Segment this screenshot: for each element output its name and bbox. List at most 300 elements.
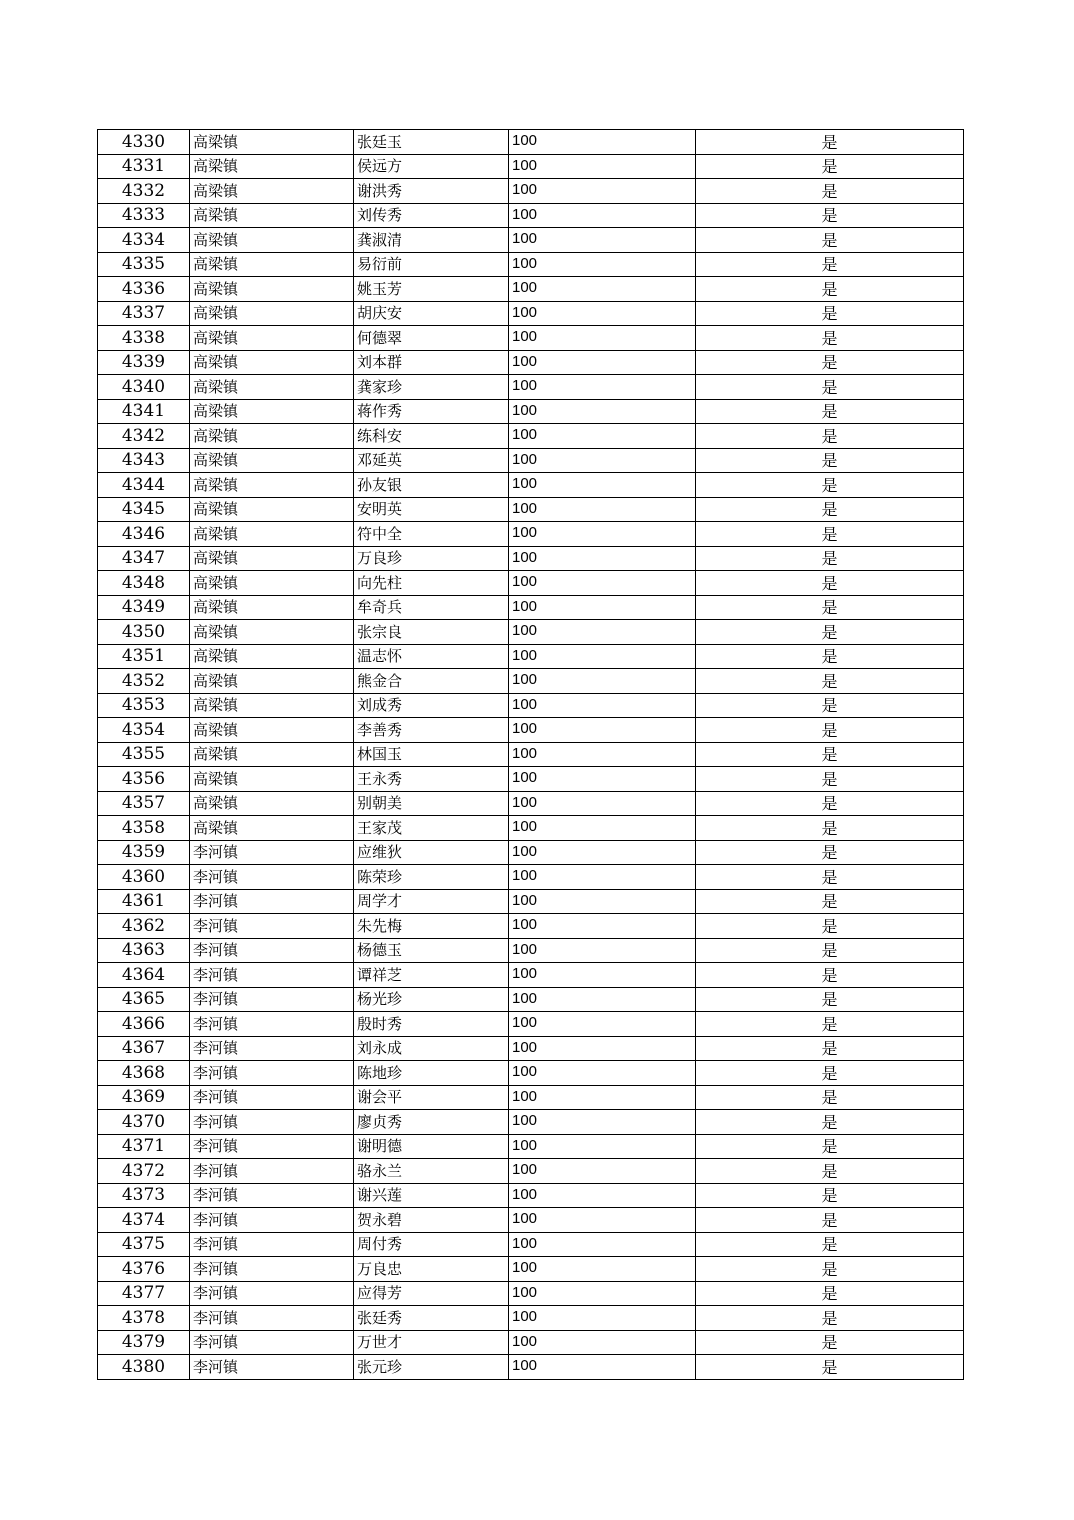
- amount-cell: 100: [509, 1036, 696, 1061]
- row-number: 4375: [98, 1232, 190, 1257]
- amount-cell: 100: [509, 938, 696, 963]
- flag-cell: 是: [696, 963, 964, 988]
- table-row: [98, 301, 964, 326]
- town-cell: 高梁镇: [190, 228, 354, 253]
- town-cell: 高梁镇: [190, 816, 354, 841]
- town-cell: 高梁镇: [190, 791, 354, 816]
- table-row: [98, 791, 964, 816]
- town-cell: 李河镇: [190, 1061, 354, 1086]
- flag-cell: 是: [696, 424, 964, 449]
- row-number: 4352: [98, 669, 190, 694]
- amount-cell: 100: [509, 644, 696, 669]
- table-row: [98, 130, 964, 155]
- flag-cell: 是: [696, 1134, 964, 1159]
- flag-cell: 是: [696, 865, 964, 890]
- name-cell: 杨德玉: [354, 938, 509, 963]
- table-row: [98, 1232, 964, 1257]
- row-number: 4367: [98, 1036, 190, 1061]
- table-row: [98, 546, 964, 571]
- table-row: [98, 375, 964, 400]
- town-cell: 高梁镇: [190, 301, 354, 326]
- row-number: 4360: [98, 865, 190, 890]
- table-row: [98, 938, 964, 963]
- amount-cell: 100: [509, 914, 696, 939]
- name-cell: 陈荣珍: [354, 865, 509, 890]
- row-number: 4348: [98, 571, 190, 596]
- table-row: [98, 473, 964, 498]
- town-cell: 高梁镇: [190, 326, 354, 351]
- name-cell: 邓延英: [354, 448, 509, 473]
- name-cell: 张元珍: [354, 1355, 509, 1380]
- name-cell: 万世才: [354, 1330, 509, 1355]
- flag-cell: 是: [696, 840, 964, 865]
- town-cell: 李河镇: [190, 1306, 354, 1331]
- town-cell: 高梁镇: [190, 571, 354, 596]
- flag-cell: 是: [696, 130, 964, 155]
- town-cell: 高梁镇: [190, 179, 354, 204]
- town-cell: 李河镇: [190, 1134, 354, 1159]
- flag-cell: 是: [696, 1232, 964, 1257]
- flag-cell: 是: [696, 448, 964, 473]
- row-number: 4371: [98, 1134, 190, 1159]
- town-cell: 李河镇: [190, 914, 354, 939]
- name-cell: 刘本群: [354, 350, 509, 375]
- flag-cell: 是: [696, 179, 964, 204]
- town-cell: 高梁镇: [190, 154, 354, 179]
- name-cell: 蒋作秀: [354, 399, 509, 424]
- amount-cell: 100: [509, 473, 696, 498]
- table-row: [98, 1012, 964, 1037]
- row-number: 4377: [98, 1281, 190, 1306]
- town-cell: 高梁镇: [190, 350, 354, 375]
- flag-cell: 是: [696, 546, 964, 571]
- row-number: 4353: [98, 693, 190, 718]
- name-cell: 龚淑清: [354, 228, 509, 253]
- flag-cell: 是: [696, 1159, 964, 1184]
- amount-cell: 100: [509, 987, 696, 1012]
- amount-cell: 100: [509, 203, 696, 228]
- row-number: 4336: [98, 277, 190, 302]
- name-cell: 万良忠: [354, 1257, 509, 1282]
- town-cell: 高梁镇: [190, 130, 354, 155]
- table-row: [98, 620, 964, 645]
- flag-cell: 是: [696, 644, 964, 669]
- town-cell: 高梁镇: [190, 497, 354, 522]
- name-cell: 谢会平: [354, 1085, 509, 1110]
- table-row: [98, 154, 964, 179]
- name-cell: 熊金合: [354, 669, 509, 694]
- name-cell: 王永秀: [354, 767, 509, 792]
- amount-cell: 100: [509, 742, 696, 767]
- town-cell: 李河镇: [190, 1232, 354, 1257]
- name-cell: 殷时秀: [354, 1012, 509, 1037]
- table-row: [98, 1061, 964, 1086]
- row-number: 4338: [98, 326, 190, 351]
- row-number: 4350: [98, 620, 190, 645]
- amount-cell: 100: [509, 154, 696, 179]
- flag-cell: 是: [696, 203, 964, 228]
- flag-cell: 是: [696, 669, 964, 694]
- flag-cell: 是: [696, 1257, 964, 1282]
- flag-cell: 是: [696, 1306, 964, 1331]
- flag-cell: 是: [696, 1036, 964, 1061]
- name-cell: 谢洪秀: [354, 179, 509, 204]
- flag-cell: 是: [696, 326, 964, 351]
- town-cell: 李河镇: [190, 1036, 354, 1061]
- town-cell: 李河镇: [190, 1281, 354, 1306]
- row-number: 4347: [98, 546, 190, 571]
- row-number: 4339: [98, 350, 190, 375]
- amount-cell: 100: [509, 546, 696, 571]
- name-cell: 万良珍: [354, 546, 509, 571]
- name-cell: 杨光珍: [354, 987, 509, 1012]
- amount-cell: 100: [509, 522, 696, 547]
- row-number: 4340: [98, 375, 190, 400]
- name-cell: 林国玉: [354, 742, 509, 767]
- flag-cell: 是: [696, 473, 964, 498]
- table-row: [98, 424, 964, 449]
- flag-cell: 是: [696, 742, 964, 767]
- amount-cell: 100: [509, 1208, 696, 1233]
- amount-cell: 100: [509, 179, 696, 204]
- row-number: 4346: [98, 522, 190, 547]
- name-cell: 朱先梅: [354, 914, 509, 939]
- amount-cell: 100: [509, 399, 696, 424]
- name-cell: 姚玉芳: [354, 277, 509, 302]
- row-number: 4331: [98, 154, 190, 179]
- town-cell: 李河镇: [190, 1208, 354, 1233]
- amount-cell: 100: [509, 840, 696, 865]
- town-cell: 李河镇: [190, 1012, 354, 1037]
- flag-cell: 是: [696, 595, 964, 620]
- row-number: 4362: [98, 914, 190, 939]
- town-cell: 高梁镇: [190, 473, 354, 498]
- name-cell: 应得芳: [354, 1281, 509, 1306]
- town-cell: 高梁镇: [190, 718, 354, 743]
- name-cell: 符中全: [354, 522, 509, 547]
- flag-cell: 是: [696, 1061, 964, 1086]
- row-number: 4361: [98, 889, 190, 914]
- table-row: [98, 522, 964, 547]
- flag-cell: 是: [696, 693, 964, 718]
- flag-cell: 是: [696, 228, 964, 253]
- amount-cell: 100: [509, 1012, 696, 1037]
- row-number: 4378: [98, 1306, 190, 1331]
- amount-cell: 100: [509, 791, 696, 816]
- row-number: 4341: [98, 399, 190, 424]
- flag-cell: 是: [696, 497, 964, 522]
- flag-cell: 是: [696, 914, 964, 939]
- table-row: [98, 179, 964, 204]
- flag-cell: 是: [696, 1085, 964, 1110]
- row-number: 4356: [98, 767, 190, 792]
- table-row: [98, 571, 964, 596]
- flag-cell: 是: [696, 571, 964, 596]
- row-number: 4373: [98, 1183, 190, 1208]
- table-row: [98, 1159, 964, 1184]
- table-row: [98, 497, 964, 522]
- table-row: [98, 840, 964, 865]
- table-row: [98, 277, 964, 302]
- row-number: 4343: [98, 448, 190, 473]
- table-row: [98, 669, 964, 694]
- amount-cell: 100: [509, 350, 696, 375]
- amount-cell: 100: [509, 669, 696, 694]
- name-cell: 张廷秀: [354, 1306, 509, 1331]
- amount-cell: 100: [509, 620, 696, 645]
- row-number: 4354: [98, 718, 190, 743]
- town-cell: 高梁镇: [190, 693, 354, 718]
- row-number: 4330: [98, 130, 190, 155]
- table-row: [98, 1306, 964, 1331]
- table-row: [98, 767, 964, 792]
- name-cell: 贺永碧: [354, 1208, 509, 1233]
- table-row: [98, 448, 964, 473]
- table-row: [98, 1085, 964, 1110]
- amount-cell: 100: [509, 448, 696, 473]
- name-cell: 易衍前: [354, 252, 509, 277]
- name-cell: 应维狄: [354, 840, 509, 865]
- name-cell: 周学才: [354, 889, 509, 914]
- town-cell: 李河镇: [190, 987, 354, 1012]
- table-row: [98, 1257, 964, 1282]
- town-cell: 高梁镇: [190, 399, 354, 424]
- table-row: [98, 399, 964, 424]
- row-number: 4370: [98, 1110, 190, 1135]
- flag-cell: 是: [696, 522, 964, 547]
- name-cell: 骆永兰: [354, 1159, 509, 1184]
- name-cell: 张廷玉: [354, 130, 509, 155]
- town-cell: 李河镇: [190, 1257, 354, 1282]
- flag-cell: 是: [696, 620, 964, 645]
- row-number: 4333: [98, 203, 190, 228]
- table-row: [98, 1330, 964, 1355]
- amount-cell: 100: [509, 301, 696, 326]
- name-cell: 刘传秀: [354, 203, 509, 228]
- town-cell: 李河镇: [190, 1085, 354, 1110]
- flag-cell: 是: [696, 1183, 964, 1208]
- row-number: 4342: [98, 424, 190, 449]
- table-row: [98, 1281, 964, 1306]
- flag-cell: 是: [696, 718, 964, 743]
- town-cell: 李河镇: [190, 865, 354, 890]
- name-cell: 刘成秀: [354, 693, 509, 718]
- table-row: [98, 326, 964, 351]
- row-number: 4359: [98, 840, 190, 865]
- town-cell: 高梁镇: [190, 448, 354, 473]
- table-row: [98, 889, 964, 914]
- town-cell: 李河镇: [190, 889, 354, 914]
- row-number: 4366: [98, 1012, 190, 1037]
- row-number: 4379: [98, 1330, 190, 1355]
- name-cell: 谢明德: [354, 1134, 509, 1159]
- amount-cell: 100: [509, 1085, 696, 1110]
- amount-cell: 100: [509, 595, 696, 620]
- town-cell: 李河镇: [190, 1183, 354, 1208]
- table-row: [98, 595, 964, 620]
- amount-cell: 100: [509, 326, 696, 351]
- amount-cell: 100: [509, 963, 696, 988]
- flag-cell: 是: [696, 987, 964, 1012]
- table-body: [98, 130, 964, 1380]
- table-row: [98, 742, 964, 767]
- amount-cell: 100: [509, 1281, 696, 1306]
- flag-cell: 是: [696, 938, 964, 963]
- table-row: [98, 816, 964, 841]
- name-cell: 龚家珍: [354, 375, 509, 400]
- table-row: [98, 963, 964, 988]
- name-cell: 练科安: [354, 424, 509, 449]
- row-number: 4368: [98, 1061, 190, 1086]
- flag-cell: 是: [696, 767, 964, 792]
- amount-cell: 100: [509, 693, 696, 718]
- name-cell: 张宗良: [354, 620, 509, 645]
- name-cell: 侯远方: [354, 154, 509, 179]
- town-cell: 高梁镇: [190, 252, 354, 277]
- flag-cell: 是: [696, 375, 964, 400]
- amount-cell: 100: [509, 1183, 696, 1208]
- table-row: [98, 865, 964, 890]
- amount-cell: 100: [509, 497, 696, 522]
- name-cell: 孙友银: [354, 473, 509, 498]
- flag-cell: 是: [696, 1012, 964, 1037]
- row-number: 4355: [98, 742, 190, 767]
- flag-cell: 是: [696, 889, 964, 914]
- town-cell: 高梁镇: [190, 644, 354, 669]
- amount-cell: 100: [509, 1355, 696, 1380]
- name-cell: 陈地珍: [354, 1061, 509, 1086]
- amount-cell: 100: [509, 718, 696, 743]
- amount-cell: 100: [509, 375, 696, 400]
- table-row: [98, 350, 964, 375]
- town-cell: 高梁镇: [190, 277, 354, 302]
- amount-cell: 100: [509, 571, 696, 596]
- row-number: 4335: [98, 252, 190, 277]
- table-row: [98, 203, 964, 228]
- row-number: 4332: [98, 179, 190, 204]
- table-row: [98, 1208, 964, 1233]
- table-row: [98, 1036, 964, 1061]
- flag-cell: 是: [696, 1110, 964, 1135]
- name-cell: 廖贞秀: [354, 1110, 509, 1135]
- flag-cell: 是: [696, 1355, 964, 1380]
- town-cell: 高梁镇: [190, 595, 354, 620]
- table-row: [98, 693, 964, 718]
- flag-cell: 是: [696, 1330, 964, 1355]
- name-cell: 向先柱: [354, 571, 509, 596]
- name-cell: 刘永成: [354, 1036, 509, 1061]
- amount-cell: 100: [509, 1134, 696, 1159]
- town-cell: 高梁镇: [190, 620, 354, 645]
- table-row: [98, 228, 964, 253]
- amount-cell: 100: [509, 424, 696, 449]
- table-row: [98, 914, 964, 939]
- row-number: 4363: [98, 938, 190, 963]
- flag-cell: 是: [696, 399, 964, 424]
- table-row: [98, 1183, 964, 1208]
- town-cell: 李河镇: [190, 963, 354, 988]
- town-cell: 高梁镇: [190, 522, 354, 547]
- name-cell: 谢兴莲: [354, 1183, 509, 1208]
- town-cell: 高梁镇: [190, 669, 354, 694]
- name-cell: 谭祥芝: [354, 963, 509, 988]
- flag-cell: 是: [696, 1208, 964, 1233]
- town-cell: 高梁镇: [190, 767, 354, 792]
- amount-cell: 100: [509, 1306, 696, 1331]
- table-row: [98, 252, 964, 277]
- name-cell: 胡庆安: [354, 301, 509, 326]
- table-row: [98, 644, 964, 669]
- row-number: 4374: [98, 1208, 190, 1233]
- name-cell: 周付秀: [354, 1232, 509, 1257]
- table-row: [98, 1355, 964, 1380]
- row-number: 4337: [98, 301, 190, 326]
- flag-cell: 是: [696, 350, 964, 375]
- row-number: 4345: [98, 497, 190, 522]
- flag-cell: 是: [696, 816, 964, 841]
- row-number: 4380: [98, 1355, 190, 1380]
- row-number: 4358: [98, 816, 190, 841]
- town-cell: 高梁镇: [190, 375, 354, 400]
- row-number: 4365: [98, 987, 190, 1012]
- amount-cell: 100: [509, 889, 696, 914]
- amount-cell: 100: [509, 1061, 696, 1086]
- town-cell: 李河镇: [190, 938, 354, 963]
- row-number: 4334: [98, 228, 190, 253]
- flag-cell: 是: [696, 301, 964, 326]
- amount-cell: 100: [509, 252, 696, 277]
- row-number: 4376: [98, 1257, 190, 1282]
- amount-cell: 100: [509, 228, 696, 253]
- amount-cell: 100: [509, 767, 696, 792]
- name-cell: 何德翠: [354, 326, 509, 351]
- row-number: 4344: [98, 473, 190, 498]
- flag-cell: 是: [696, 1281, 964, 1306]
- row-number: 4372: [98, 1159, 190, 1184]
- town-cell: 李河镇: [190, 1355, 354, 1380]
- table-row: [98, 1134, 964, 1159]
- name-cell: 李善秀: [354, 718, 509, 743]
- town-cell: 李河镇: [190, 840, 354, 865]
- town-cell: 高梁镇: [190, 742, 354, 767]
- amount-cell: 100: [509, 1232, 696, 1257]
- amount-cell: 100: [509, 1110, 696, 1135]
- amount-cell: 100: [509, 1159, 696, 1184]
- amount-cell: 100: [509, 277, 696, 302]
- amount-cell: 100: [509, 816, 696, 841]
- flag-cell: 是: [696, 791, 964, 816]
- row-number: 4364: [98, 963, 190, 988]
- town-cell: 李河镇: [190, 1330, 354, 1355]
- table-row: [98, 1110, 964, 1135]
- flag-cell: 是: [696, 252, 964, 277]
- amount-cell: 100: [509, 130, 696, 155]
- town-cell: 高梁镇: [190, 546, 354, 571]
- row-number: 4369: [98, 1085, 190, 1110]
- town-cell: 李河镇: [190, 1110, 354, 1135]
- name-cell: 别朝美: [354, 791, 509, 816]
- data-table: [97, 129, 964, 1380]
- flag-cell: 是: [696, 277, 964, 302]
- name-cell: 安明英: [354, 497, 509, 522]
- name-cell: 温志怀: [354, 644, 509, 669]
- flag-cell: 是: [696, 154, 964, 179]
- table-row: [98, 987, 964, 1012]
- row-number: 4349: [98, 595, 190, 620]
- amount-cell: 100: [509, 865, 696, 890]
- town-cell: 李河镇: [190, 1159, 354, 1184]
- amount-cell: 100: [509, 1257, 696, 1282]
